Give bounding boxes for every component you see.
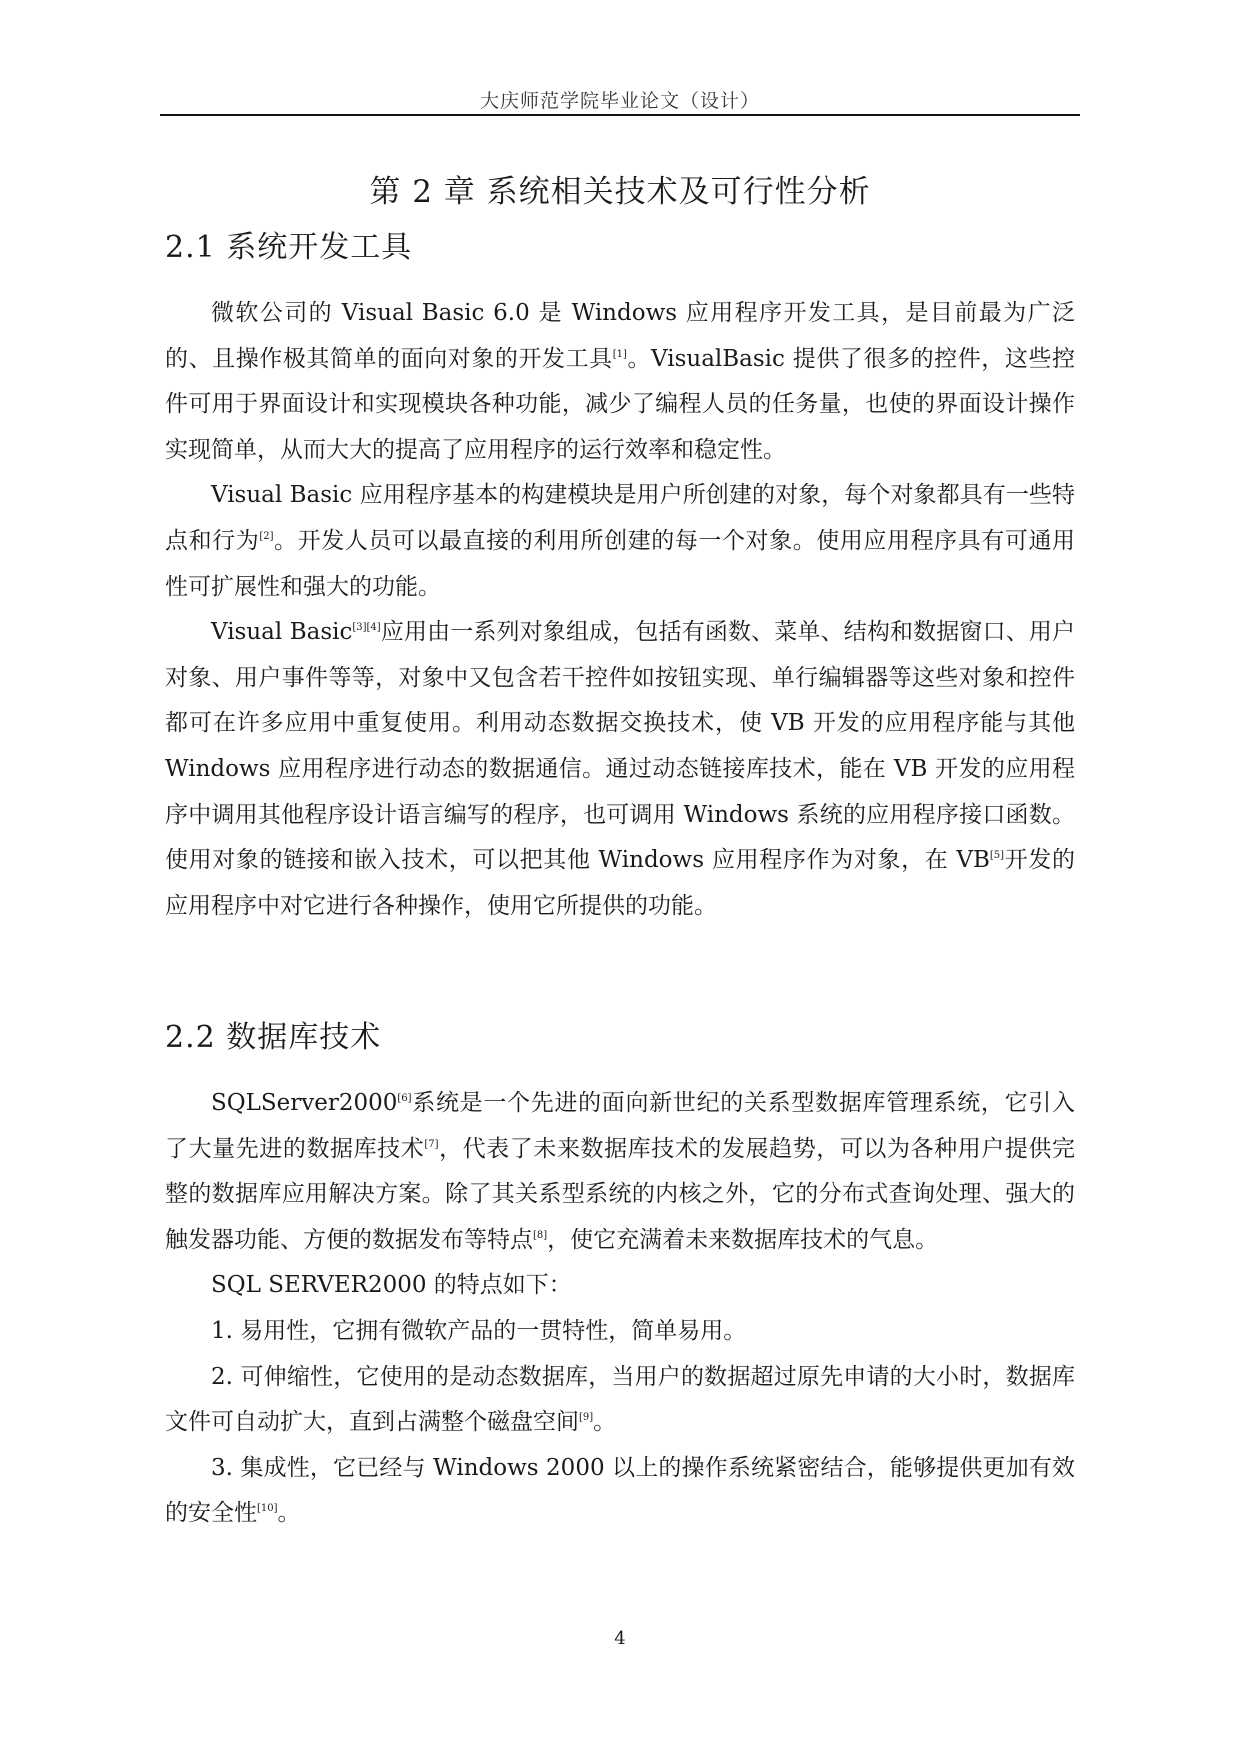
citation: [8] <box>533 1229 548 1241</box>
citation: [3] <box>352 622 367 634</box>
paragraph: SQL SERVER2000 的特点如下： <box>211 1272 572 1299</box>
citation: [7] <box>424 1138 439 1150</box>
list-item: 2. 可伸缩性，它使用的是动态数据库，当用户的数据超过原先申请的大小时，数据库文件可自动扩大，直到占满整个磁盘空间[9]。 <box>165 1363 1075 1436</box>
page-number: 4 <box>614 1628 626 1649</box>
citation: [4] <box>366 622 381 634</box>
citation: [5] <box>989 850 1005 862</box>
section-heading-2-1: 2.1 系统开发工具 <box>165 230 413 265</box>
list-item: 3. 集成性，它已经与 Windows 2000 以上的操作系统紧密结合，能够提供更加有效的安全性[10]。 <box>165 1454 1075 1527</box>
list-item: 1. 易用性，它拥有微软产品的一贯特性，简单易用。 <box>211 1317 747 1344</box>
citation: [6] <box>397 1093 412 1104</box>
paragraph: 微软公司的 Visual Basic 6.0 是 Windows 应用程序开发工具，是目前最为广泛的、且操作极其简单的面向对象的开发工具[1]。VisualBasic 提供了很多的控件，这些控件可用于界面设计和实现模块各种功能，减少了编程人员的任务量，也使的界面设计操作实现简单，从而大大的提高了应用程序的运行效率和稳定性。 <box>165 300 1075 463</box>
citation: [9] <box>579 1412 594 1424</box>
section-heading-2-2: 2.2 数据库技术 <box>165 1020 382 1055</box>
paragraph: Visual Basic[3][4]应用由一系列对象组成，包括有函数、菜单、结构和数据窗口、用户对象、用户事件等等，对象中又包含若干控件如按钮实现、单行编辑器等这些对象和控件都可在许多应用中重复使用。利用动态数据交换技术，使 VB 开发的应用程序能与其他 Windows 应用程序进行动态的数据通信。通过动态链接库技术，能在 VB 开发的应用程序中调用其他程序设计语言编写的程序，也可调用 Windows 系统的应用程序接口函数。使用对象的链接和嵌入技术，可以把其他 Windows 应用程序作为对象，在 VB[5]开发的应用程序中对它进行各种操作，使用它所提供的功能。 <box>165 619 1075 919</box>
citation: [10] <box>257 1503 278 1515</box>
header-rule <box>160 114 1080 116</box>
chapter-title: 第 2 章 系统相关技术及可行性分析 <box>369 174 871 210</box>
section-2-1-body <box>165 291 1075 929</box>
citation: [2] <box>259 530 274 542</box>
section-2-2-body <box>165 1081 1075 1537</box>
citation: [1] <box>612 348 627 360</box>
paragraph: Visual Basic 应用程序基本的构建模块是用户所创建的对象，每个对象都具有一些特点和行为[2]。开发人员可以最直接的利用所创建的每一个对象。使用应用程序具有可通用性可扩展性和强大的功能。 <box>165 482 1076 600</box>
paragraph: SQLServer2000[6]系统是一个先进的面向新世纪的关系型数据库管理系统，它引入了大量先进的数据库技术[7]，代表了未来数据库技术的发展趋势，可以为各种用户提供完整的数据库应用解决方案。除了其关系型系统的内核之外，它的分布式查询处理、强大的触发器功能、方便的数据发布等特点[8]，使它充满着未来数据库技术的气息。 <box>165 1090 1076 1253</box>
page-header: 大庆师范学院毕业论文（设计） <box>479 90 760 112</box>
